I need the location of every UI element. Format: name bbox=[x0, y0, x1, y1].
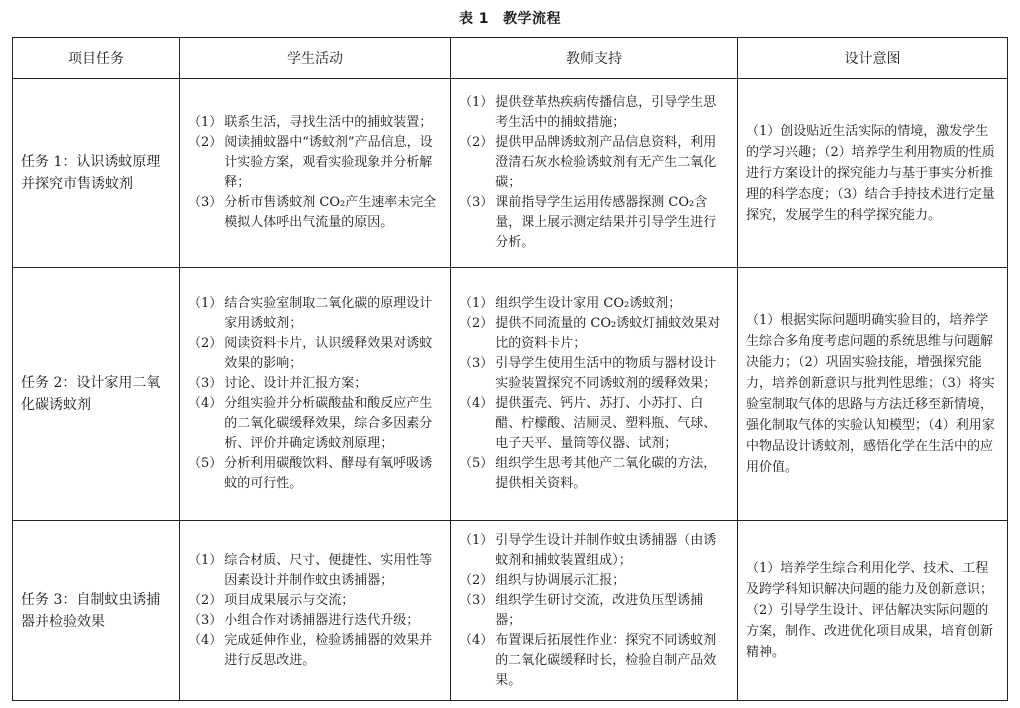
list-item-text: 讨论、设计并汇报方案； bbox=[224, 376, 368, 391]
list-item-text: 引导学生设计并制作蚊虫诱捕器（由诱蚊剂和捕蚊装置组成）； bbox=[495, 532, 717, 568]
list-item-number: （2） bbox=[188, 135, 223, 150]
list-item bbox=[188, 113, 442, 133]
table-row bbox=[13, 79, 1008, 268]
list-item bbox=[188, 193, 442, 233]
list-item-text: 课前指导学生运用传感器探测 CO₂含量，课上展示测定结果并引导学生进行分析。 bbox=[495, 195, 717, 250]
list-item-text: 综合材质、尺寸、便捷性、实用性等因素设计并制作蚊虫诱捕器； bbox=[224, 552, 433, 588]
header-task: 项目任务 bbox=[13, 38, 180, 79]
header-row bbox=[13, 38, 1008, 79]
header-teacher-support: 教师支持 bbox=[451, 38, 738, 79]
list-item-text: 阅读捕蚊器中“诱蚊剂”产品信息，设计实验方案，观看实验现象并分析解释； bbox=[224, 135, 433, 190]
table-caption bbox=[0, 8, 1020, 28]
teaching-process-table bbox=[12, 37, 1008, 701]
list-item bbox=[188, 551, 442, 591]
list-item-number: （1） bbox=[459, 296, 494, 311]
list-item-text: 提供甲品牌诱蚊剂产品信息资料，利用澄清石灰水检验诱蚊剂有无产生二氧化碳； bbox=[495, 135, 717, 190]
list-item-number: （3） bbox=[188, 376, 223, 391]
list-item-number: （4） bbox=[188, 632, 223, 648]
list-item bbox=[459, 314, 729, 354]
design-intent-cell: （1）根据实际问题明确实验目的，培养学生综合多角度考虑问题的系统思维与问题解决能力；（2）巩固实验技能，增强探究能力，培养创新意识与批判性思维；（3）将实验室制取气体的思路与方法迁移至新情境，强化制取气体的实验认知模型；（4）利用家中物品设计诱蚊剂，感悟化学在生活中的应用价值。 bbox=[738, 268, 1008, 521]
list-item-text: 组织学生思考其他产二氧化碳的方法，提供相关资料。 bbox=[495, 456, 717, 491]
list-item bbox=[459, 133, 729, 193]
list-item-text: 引导学生使用生活中的物质与器材设计实验装置探究不同诱蚊剂的缓释效果； bbox=[495, 356, 717, 391]
teacher-support-cell bbox=[451, 521, 738, 701]
list-item-text: 完成延伸作业，检验诱捕器的效果并进行反思改进。 bbox=[224, 632, 433, 668]
student-activity-cell bbox=[180, 521, 451, 701]
list-item-number: （1） bbox=[459, 532, 494, 548]
list-item-number: （3） bbox=[459, 356, 494, 371]
list-item-text: 分析市售诱蚊剂 CO₂产生速率未完全模拟人体呼出气流量的原因。 bbox=[224, 195, 437, 230]
list-item-text: 小组合作对诱捕器进行迭代升级； bbox=[224, 612, 420, 628]
list-item bbox=[459, 93, 729, 133]
list-item-text: 组织学生设计家用 CO₂诱蚊剂； bbox=[495, 296, 682, 311]
list-item-text: 提供不同流量的 CO₂诱蚊灯捕蚊效果对比的资料卡片； bbox=[495, 316, 721, 351]
list-item-text: 组织学生研讨交流，改进负压型诱捕器； bbox=[495, 592, 704, 628]
list-item bbox=[459, 531, 729, 571]
list-item bbox=[188, 631, 442, 671]
list-item-number: （2） bbox=[459, 135, 494, 150]
table-caption-label: 表 1 bbox=[458, 11, 490, 27]
list-item-number: （2） bbox=[188, 592, 223, 608]
table-caption-title: 教学流程 bbox=[503, 11, 562, 27]
list-item-number: （5） bbox=[188, 456, 223, 471]
list-item-text: 提供登革热疾病传播信息，引导学生思考生活中的捕蚊措施； bbox=[495, 95, 717, 130]
list-item-text: 布置课后拓展性作业：探究不同诱蚊剂的二氧化碳缓释时长，检验自制产品效果。 bbox=[495, 632, 717, 688]
list-item bbox=[459, 294, 729, 314]
student-activity-cell bbox=[180, 79, 451, 268]
list-item-number: （4） bbox=[188, 396, 223, 411]
header-design-intent: 设计意图 bbox=[738, 38, 1008, 79]
list-item-text: 联系生活，寻找生活中的捕蚊装置； bbox=[224, 115, 433, 130]
list-item-text: 项目成果展示与交流； bbox=[224, 592, 355, 608]
list-item-text: 组织与协调展示汇报； bbox=[495, 572, 626, 588]
list-item-text: 提供蛋壳、钙片、苏打、小苏打、白醋、柠檬酸、洁厕灵、塑料瓶、气球、电子天平、量筒等仪器、试剂； bbox=[495, 396, 717, 451]
list-item bbox=[459, 631, 729, 691]
list-item bbox=[459, 394, 729, 454]
list-item-number: （1） bbox=[188, 115, 223, 130]
list-item-number: （1） bbox=[459, 95, 494, 110]
list-item-number: （3） bbox=[459, 592, 494, 608]
teacher-support-cell bbox=[451, 79, 738, 268]
list-item bbox=[459, 591, 729, 631]
list-item bbox=[188, 133, 442, 193]
task-cell: 任务 2：设计家用二氧化碳诱蚊剂 bbox=[13, 268, 180, 521]
list-item-number: （5） bbox=[459, 456, 494, 471]
list-item bbox=[459, 193, 729, 253]
table-row bbox=[13, 521, 1008, 701]
list-item-number: （2） bbox=[459, 316, 494, 331]
list-item-text: 结合实验室制取二氧化碳的原理设计家用诱蚊剂； bbox=[224, 296, 433, 331]
list-item-number: （3） bbox=[188, 195, 223, 210]
design-intent-cell: （1）培养学生综合利用化学、技术、工程及跨学科知识解决问题的能力及创新意识；（2）引导学生设计、评估解决实际问题的方案，制作、改进优化项目成果，培育创新精神。 bbox=[738, 521, 1008, 701]
list-item-number: （4） bbox=[459, 632, 494, 648]
list-item-number: （1） bbox=[188, 552, 223, 568]
list-item bbox=[188, 374, 442, 394]
list-item-number: （2） bbox=[188, 336, 223, 351]
task-cell: 任务 1：认识诱蚊原理并探究市售诱蚊剂 bbox=[13, 79, 180, 268]
list-item bbox=[188, 611, 442, 631]
student-activity-cell bbox=[180, 268, 451, 521]
teacher-support-cell bbox=[451, 268, 738, 521]
header-student-activity: 学生活动 bbox=[180, 38, 451, 79]
list-item bbox=[459, 354, 729, 394]
table-row bbox=[13, 268, 1008, 521]
list-item bbox=[188, 394, 442, 454]
list-item-number: （3） bbox=[188, 612, 223, 628]
list-item bbox=[459, 454, 729, 494]
list-item bbox=[459, 571, 729, 591]
list-item-number: （3） bbox=[459, 195, 494, 210]
list-item bbox=[188, 334, 442, 374]
design-intent-cell: （1）创设贴近生活实际的情境，激发学生的学习兴趣；（2）培养学生利用物质的性质进行方案设计的探究能力与基于事实分析推理的科学态度；（3）结合手持技术进行定量探究，发展学生的科学探究能力。 bbox=[738, 79, 1008, 268]
list-item-number: （1） bbox=[188, 296, 223, 311]
list-item bbox=[188, 454, 442, 494]
task-cell: 任务 3：自制蚊虫诱捕器并检验效果 bbox=[13, 521, 180, 701]
list-item-number: （4） bbox=[459, 396, 494, 411]
list-item-number: （2） bbox=[459, 572, 494, 588]
list-item-text: 分析利用碳酸饮料、酵母有氧呼吸诱蚊的可行性。 bbox=[224, 456, 433, 491]
list-item bbox=[188, 294, 442, 334]
list-item-text: 阅读资料卡片，认识缓释效果对诱蚊效果的影响； bbox=[224, 336, 433, 371]
list-item bbox=[188, 591, 442, 611]
list-item-text: 分组实验并分析碳酸盐和酸反应产生的二氧化碳缓释效果，综合多因素分析、评价并确定诱蚊剂原理； bbox=[224, 396, 433, 451]
